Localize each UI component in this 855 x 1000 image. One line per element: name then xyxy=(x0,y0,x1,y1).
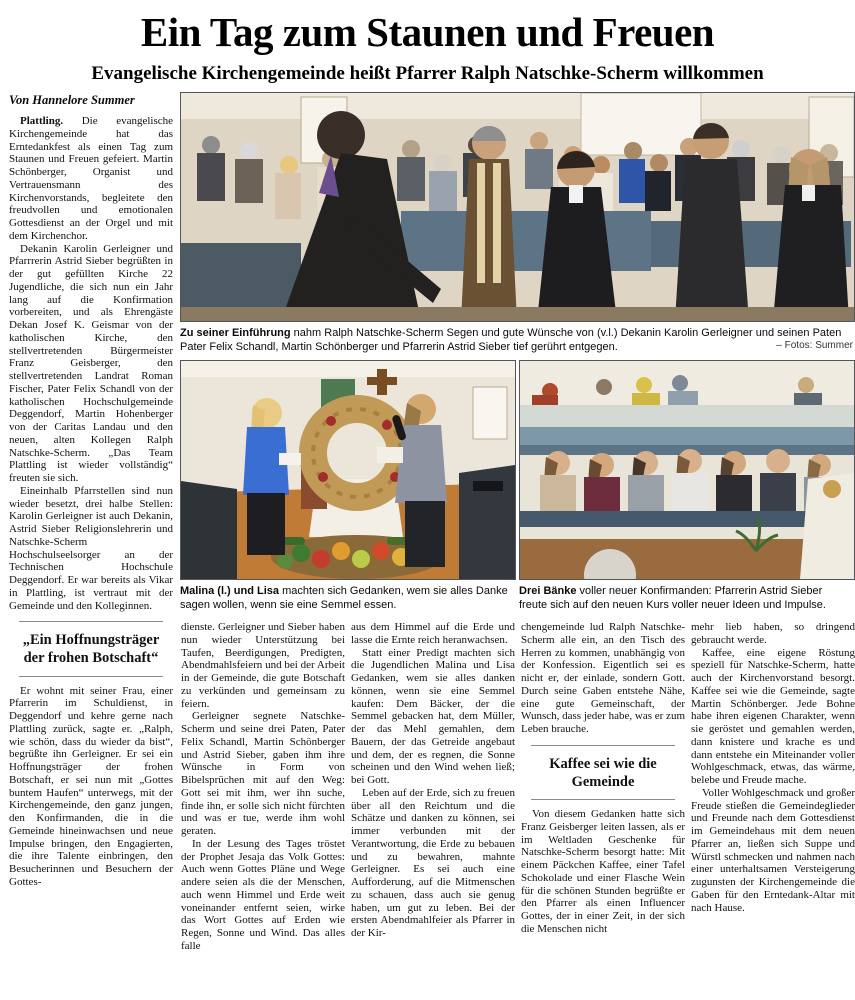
caption-text: machten sich Gedanken, wem sie alles Danke sagen wollen, wenn sie eine Semmel essen. xyxy=(180,585,508,612)
article-column-1 xyxy=(9,115,173,1000)
article-paragraph: Er wohnt mit seiner Frau, einer Pfarrerin im Schuldienst, in Deggendorf und kehre gerne nach Plattling zurück, sagte er. „Ralph, wie schön, dass du wieder da bist“, begrüßte ihn Gerleigner. Er sei ein Hoffnungsträger der frohen Botschaft, er sei nun mit „Gottes buntem Haufen“ unterwegs, mit der Kirchengemeinde, den ganz jungen, den Konfirmanden, die in die Gemeinde hineinwachsen und neue Impulse bringen, den Engagierten, die ihre Talente einbringen, den Besucherinnen und Besuchern der Gottes- xyxy=(9,684,173,888)
article-paragraph: Dekanin Karolin Gerleigner und Pfarrrerin Astrid Sieber begrüßten in der gut gefüllten Kirche 22 Jugendliche, die sich nun ein Jahr lang auf die Konfirmation vorbereiten, und als Ehrengäste Dekan Josef K. Geismar von der katholischen Kirche, den stellvertretenden Bürgermeister Franz Geisberger, den stellvertretenden Landrat Roman Fischer, Pater Felix Schandl von der katholischen Hochschulgemeinde Deggendorf, Martin Hohenberger von der Caritas Landau und den neuen, alten Kollegen Ralph Natschke-Scherm. „Das Team Plattling ist wieder vollständig“ freuten sie sich. xyxy=(9,242,173,484)
confirmands-photo-figure xyxy=(519,360,855,612)
byline: Von Hannelore Summer xyxy=(9,93,135,107)
main-photo-image xyxy=(180,92,855,322)
subheadline: Evangelische Kirchengemeinde heißt Pfarrer Ralph Natschke-Scherm willkommen xyxy=(91,63,764,84)
article-paragraph: Von diesem Gedanken hatte sich Franz Geisberger leiten lassen, als er im Weltladen Geschenke für Natschke-Scherm besorgt hatte: Mit einem Päckchen Kaffee, einer Tafel Schokolade und einer Flasche Wein für die schönen Stunden begrüßte er den Pfarrer als einen Influencer Gottes, der in einer Zeit, in der sich die Menschen nicht xyxy=(521,808,685,935)
article-paragraph: In der Lesung des Tages tröstet der Prophet Jesaja das Volk Gottes: Auch wenn Gottes Pläne und Wege andere seien als die der Menschen, auch wenn Himmel und Erde weit voneinander entfernt seien, wirke das Wort Gottes auf Erden wie Regen, Sonne und Wind. Das alles falle xyxy=(181,837,345,952)
main-photo-caption xyxy=(180,326,853,354)
article-paragraph: dienste. Gerleigner und Sieber haben nun wieder Unterstützung bei Taufen, Beerdigungen, Predigten, Abendmahlsfeiern und bei der Arbeit in der Gemeinde, die gute Botschaft zu verkünden und gemeinsam zu feiern. xyxy=(181,621,345,710)
article-paragraph: chengemeinde lud Ralph Natschke-Scherm alle ein, an den Tisch des Herren zu kommen, unabhängig von der Konfession. Eigentlich sei es nicht er, der einlade, sondern Gott. Durch seine Gaben entstehe Nähe, eine gute Gemeinschaft, der Wunsch, dass jeder habe, was er zum Leben brauche. xyxy=(521,621,685,735)
article-paragraph: Leben auf der Erde, sich zu freuen über all den Reichtum und die Schätze und danken zu können, sei immer verbunden mit der Verantwortung, die Erde zu bebauen und zu bewahren, mahnte Gerleigner. Es sei auch eine Aufforderung, auf die Mitmenschen zu schauen, dass auch sie genug haben, um gut zu leben. Bei der ersten Abendmahlfeier als Pfarrer in der Kir- xyxy=(351,786,515,939)
article-paragraph: Eineinhalb Pfarrstellen sind nun wieder besetzt, drei halbe Stellen: Karolin Gerleigner ist auch Dekanin, Astrid Sieber Religionslehrerin und Natschke-Scherm Hochschulseelsorger an der Technischen Hochschule Deggendorf. Er war bereits als Vikar in Plattling, ist vertraut mit der Gemeinde und den Kolleginnen. xyxy=(9,484,173,612)
harvest-photo-figure xyxy=(180,360,516,612)
article-column-2 xyxy=(181,621,345,1000)
article-paragraph: Statt einer Predigt machten sich die Jugendlichen Malina und Lisa Gedanken, wem sie alles danken können, wenn sie eine Semmel kaufen: Dem Bäcker, der die Semmel gebacken hat, dem Müller, der das Mehl gemahlen, dem Bauern, der das Getreide angebaut und dem, der es regnen, die Sonne scheinen und den Wind wehen ließ; bei Gott. xyxy=(351,646,515,786)
headline: Ein Tag zum Staunen und Freuen xyxy=(140,9,715,55)
photo-credit: – Fotos: Summer xyxy=(776,340,853,352)
article-paragraph: aus dem Himmel auf die Erde und lasse die Ernte reich heranwachsen. xyxy=(351,621,515,646)
caption-lead: Zu seiner Einführung xyxy=(180,327,291,339)
caption-text: voller neuer Konfirmanden: Pfarrerin Astrid Sieber freute sich auf den neuen Kurs voller neuer Ideen und Impulse. xyxy=(519,585,826,612)
harvest-photo-caption xyxy=(180,584,514,612)
article-column-3 xyxy=(351,621,515,1000)
confirmands-photo-caption xyxy=(519,584,853,612)
article-paragraph: Kaffee, eine eigene Röstung speziell für Natschke-Scherm, hatte auch der Kirchenvorstand besorgt. Kaffee sei wie die Gemeinde, sagte Martin Schönberger. Jede Bohne habe ihren eigenen Charakter, wenn sie geröstet und gemahlen werden, dann knistere und krache es und dann entstehe ein Miteinander voller Wohlgeschmack, etwas, das wärme, belebe und Freude mache. xyxy=(691,646,855,786)
article-column-4 xyxy=(521,621,685,1000)
confirmands-photo-image xyxy=(519,360,855,580)
pull-quote: „Ein Hoffnungsträger der frohen Botschaft“ xyxy=(19,621,163,676)
harvest-photo-image xyxy=(180,360,516,580)
article-paragraph: Plattling. Die evangelische Kirchengemeinde hat das Erntedankfest als einen Tag zum Staunen und Freuen gefeiert. Martin Schönberger, Organist und Vertrauensmann des Kirchenvorstands, begleitete den freudvollen und emotionalen Gottesdienst an der Orgel und mit dem Kirchenchor. xyxy=(9,115,173,242)
article-paragraph: mehr lieb haben, so dringend gebraucht werde. xyxy=(691,621,855,646)
pull-quote: Kaffee sei wie die Gemeinde xyxy=(531,745,675,800)
caption-lead: Drei Bänke xyxy=(519,585,577,597)
article-column-5 xyxy=(691,621,855,1000)
caption-text: nahm Ralph Natschke-Scherm Segen und gute Wünsche von (v.l.) Dekanin Karolin Gerleigner und seinen Paten Pater Felix Schandl, Martin Schönberger und Pfarrerin Astrid Sieber tief gerührt entgegen. xyxy=(180,327,842,354)
caption-lead: Malina (l.) und Lisa xyxy=(180,585,280,597)
article-paragraph: Gerleigner segnete Natschke-Scherm und seine drei Paten, Pater Felix Schandl, Martin Schönberger und Astrid Sieber, gaben ihm ihre Wünsche in Form von Bibelsprüchen mit auf den Weg: Gott sei mit ihm, wer ihn suche, finde ihn, er solle sich nicht fürchten und was er tue, werde ihm wohl geraten. xyxy=(181,710,345,837)
article-paragraph: Voller Wohlgeschmack und großer Freude stießen die Gemeindeglieder und Freunde nach dem Gottesdienst im Gemeindehaus mit dem neuen Pfarrer an, ließen sich Suppe und Würstl schmecken und nahmen nach einer unterhaltsamen Versteigerung zugunsten der Kirchengemeinde die Gaben für den Erntedank-Altar mit nach Hause. xyxy=(691,786,855,914)
main-photo-figure xyxy=(180,92,855,354)
paragraph-lead: Plattling. xyxy=(20,115,82,127)
